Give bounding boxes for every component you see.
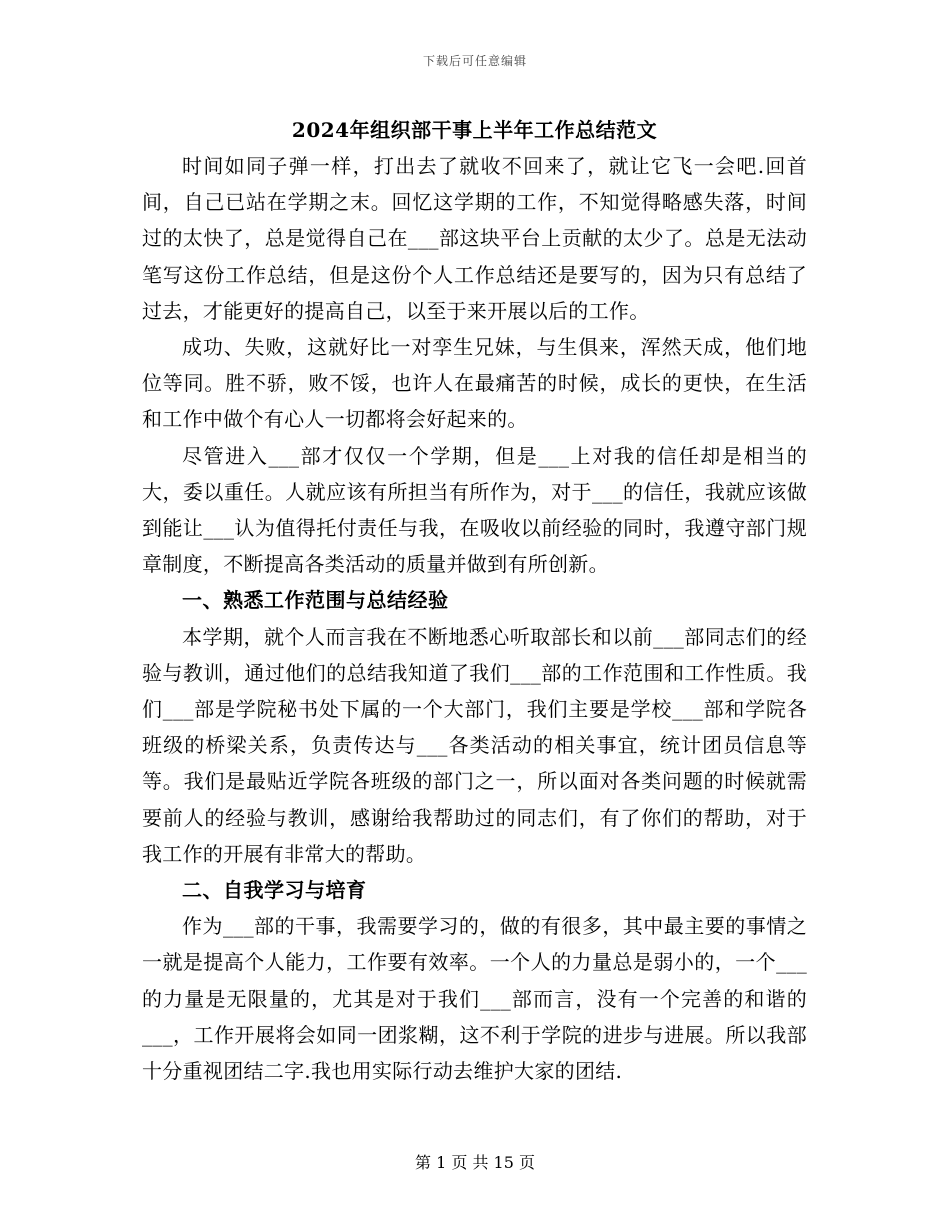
section-1-paragraph: 本学期，就个人而言我在不断地悉心听取部长和以前___部同志们的经验与教训，通过他们的总结我知道了我们___部的工作范围和工作性质。我们___部是学院秘书处下属的一个大部门，我们主要是学校___部和学院各班级的桥梁关系，负责传达与___各类活动的相关事宜，统计团员信息等等。我们是最贴近学院各班级的部门之一，所以面对各类问题的时候就需要前人的经验与教训，感谢给我帮助过的同志们，有了你们的帮助，对于我工作的开展有非常大的帮助。 xyxy=(142,624,807,866)
section-heading-2: 二、自我学习与培育 xyxy=(182,878,367,903)
paragraph-success-failure: 成功、失败，这就好比一对孪生兄妹，与生俱来，浑然天成，他们地位等同。胜不骄，败不馁，也许人在最痛苦的时候，成长的更快，在生活和工作中做个有心人一切都将会好起来的。 xyxy=(142,335,807,432)
page-header-note: 下载后可任意编辑 xyxy=(422,54,527,68)
page-number: 第 1 页 共 15 页 xyxy=(415,1153,535,1172)
section-2-paragraph: 作为___部的干事，我需要学习的，做的有很多，其中最主要的事情之一就是提高个人能力，工作要有效率。一个人的力量总是弱小的，一个___的力量是无限量的，尤其是对于我们___部而言，没有一个完善的和谐的___，工作开展将会如同一团浆糊，这不利于学院的进步与进展。所以我部十分重视团结二字.我也用实际行动去维护大家的团结. xyxy=(142,914,807,1084)
paragraph-intro: 时间如同子弹一样，打出去了就收不回来了，就让它飞一会吧.回首间，自己已站在学期之末。回忆这学期的工作，不知觉得略感失落，时间过的太快了，总是觉得自己在___部这块平台上贡献的太少了。总是无法动笔写这份工作总结，但是这份个人工作总结还是要写的，因为只有总结了过去，才能更好的提高自己，以至于来开展以后的工作。 xyxy=(142,154,807,323)
section-heading-1: 一、熟悉工作范围与总结经验 xyxy=(182,588,449,613)
paragraph-trust: 尽管进入___部才仅仅一个学期，但是___上对我的信任却是相当的大，委以重任。人就应该有所担当有所作为，对于___的信任，我就应该做到能让___认为值得托付责任与我，在吸收以前经验的同时，我遵守部门规章制度，不断提高各类活动的质量并做到有所创新。 xyxy=(142,443,807,577)
document-title: 2024年组织部干事上半年工作总结范文 xyxy=(291,118,658,142)
document-body xyxy=(142,112,807,1089)
